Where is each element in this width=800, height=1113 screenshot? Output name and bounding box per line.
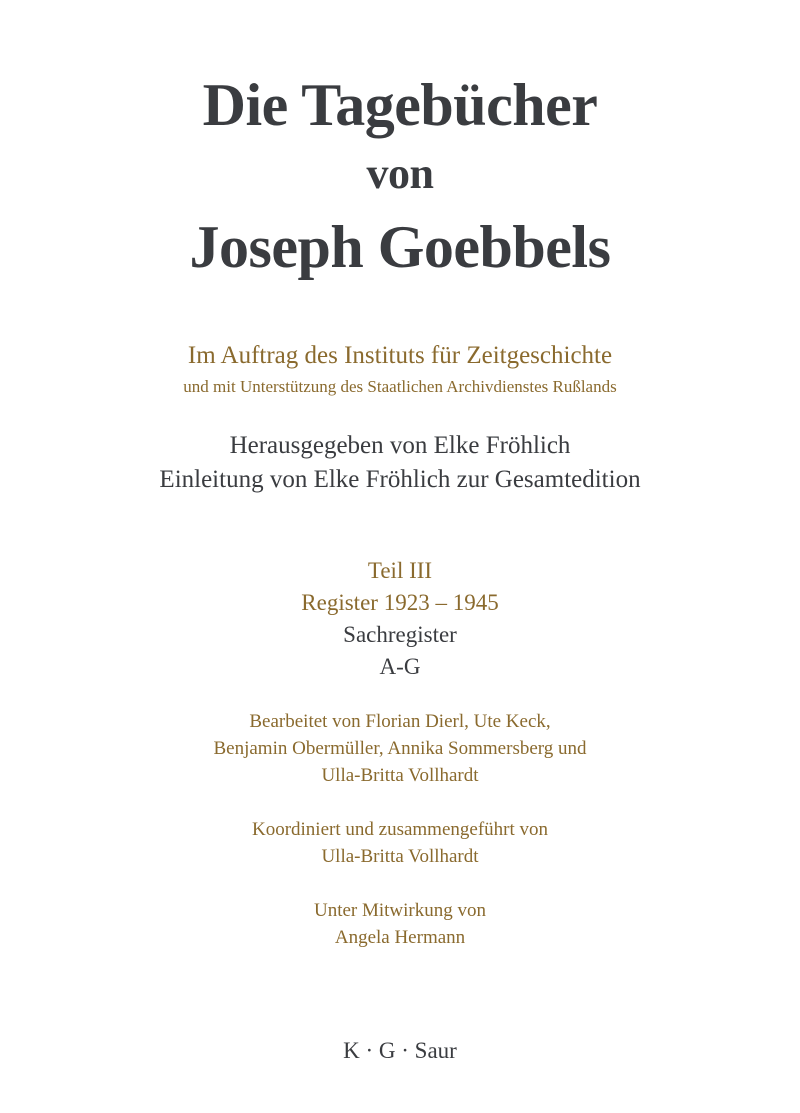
publisher-imprint: K · G · Saur — [343, 1038, 457, 1063]
volume-register: Register 1923 – 1945 — [301, 590, 499, 615]
coordinated-line-2: Ulla-Britta Vollhardt — [321, 846, 479, 867]
volume-part: Teil III — [367, 558, 433, 583]
edited-by-line-1: Bearbeitet von Florian Dierl, Ute Keck, — [249, 711, 551, 732]
title-line-3: Joseph Goebbels — [189, 214, 611, 280]
commission-line-1: Im Auftrag des Instituts für Zeitgeschichte — [187, 342, 613, 369]
volume-subject: Sachregister — [343, 622, 457, 647]
edited-by-line-2: Benjamin Obermüller, Annika Sommersberg und — [213, 738, 587, 759]
volume-range: A-G — [379, 654, 421, 679]
editor-line-2: Einleitung von Elke Fröhlich zur Gesamtedition — [159, 466, 641, 493]
editor-line-1: Herausgegeben von Elke Fröhlich — [229, 432, 571, 459]
title-line-1: Die Tagebücher — [202, 72, 598, 138]
coordinated-line-1: Koordiniert und zusammengeführt von — [251, 819, 548, 840]
collaboration-line-1: Unter Mitwirkung von — [313, 900, 487, 921]
edited-by-line-3: Ulla-Britta Vollhardt — [321, 765, 479, 786]
collaboration-line-2: Angela Hermann — [334, 927, 466, 948]
commission-line-2: und mit Unterstützung des Staatlichen Archivdienstes Rußlands — [183, 377, 617, 396]
title-line-2: von — [366, 149, 434, 198]
